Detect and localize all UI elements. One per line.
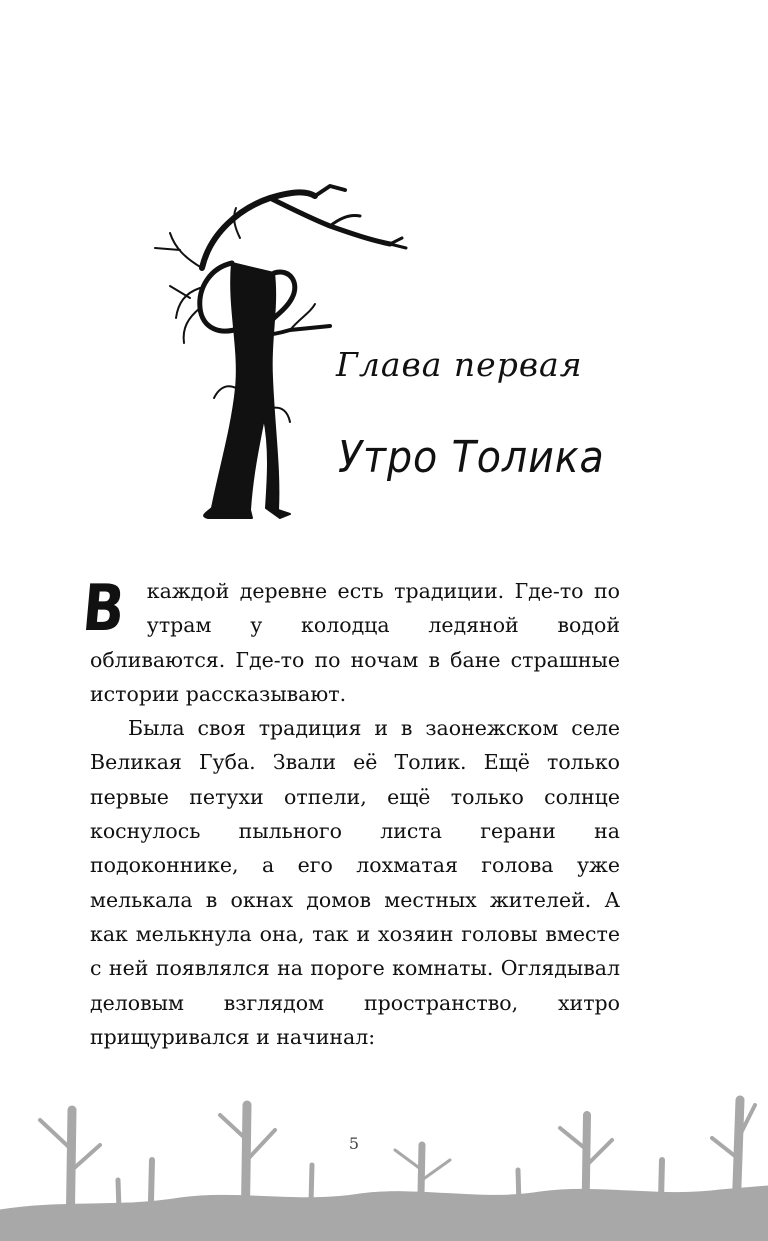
chapter-label: Глава первая: [336, 345, 583, 384]
grass-decoration: [0, 1090, 768, 1241]
page-number: 5: [348, 1134, 360, 1153]
paragraph-1: [79, 572, 620, 711]
paragraph-1-text: каждой деревне есть традиции. Где-то по утрам у колодца ледяной водой обливаются. Где-то по ночам в бане страшные истории рассказывают.: [90, 579, 620, 706]
drop-cap: В: [79, 572, 128, 646]
paragraph-2: Была своя традиция и в заонежском селе Великая Губа. Звали её Толик. Ещё только первые петухи отпели, ещё только солнце коснулось пыльного листа герани на подоконнике, а его лохматая голова уже мелькала в окнах домов местных жителей. А как мелькнула она, так и хозяин головы вместе с ней появлялся на пороге комнаты. Оглядывал деловым взглядом пространство, хитро прищуривался и начинал:: [90, 716, 620, 1049]
chapter-title: Утро Толика: [338, 432, 605, 483]
chapter-body: [79, 572, 620, 1054]
